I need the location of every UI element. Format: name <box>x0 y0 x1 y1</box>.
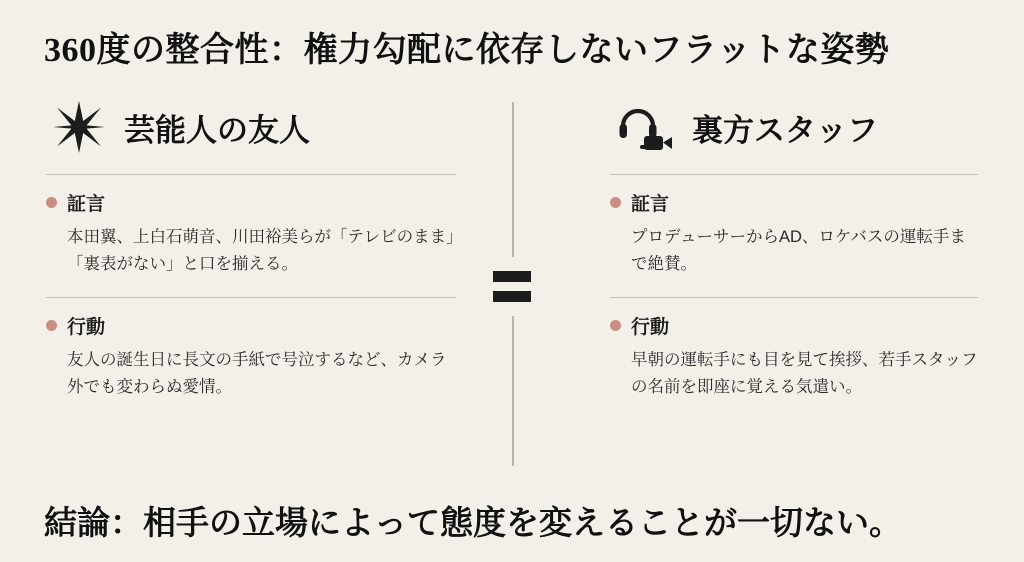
entry-right-testimony-label: 証言 <box>631 194 670 215</box>
entry-left-testimony-head <box>46 189 456 216</box>
column-celebrity-friends <box>40 96 480 476</box>
equals-sign-icon <box>489 257 535 316</box>
column-header-left <box>40 96 462 158</box>
bullet-dot-icon <box>610 320 621 331</box>
entry-right-action-text: 早朝の運転手にも目を見て挨拶、若手スタッフの名前を即座に覚える気遣い。 <box>631 351 978 397</box>
column-divider <box>480 96 544 476</box>
column-backstage-staff <box>544 96 984 476</box>
column-title-left: 芸能人の友人 <box>124 112 310 148</box>
conclusion-text: 結論：相手の立場によって態度を変えることが一切ない。 <box>44 506 902 542</box>
headset-camera-icon <box>616 100 674 154</box>
entry-right-action <box>604 298 984 404</box>
entry-left-action <box>40 298 462 404</box>
page-title: 360度の整合性：権力勾配に依存しないフラットな姿勢 <box>44 32 890 69</box>
entry-left-action-label: 行動 <box>67 317 106 339</box>
entry-left-testimony <box>40 175 462 281</box>
entry-left-testimony-label: 証言 <box>67 194 106 215</box>
bullet-dot-icon <box>46 320 57 331</box>
entry-left-action-head <box>46 312 456 339</box>
entry-right-action-head <box>610 312 978 339</box>
entry-right-testimony-text: プロデューサーからAD、ロケバスの運転手まで絶賛。 <box>631 228 966 273</box>
bullet-dot-icon <box>46 197 57 208</box>
entry-left-testimony-text: 本田翼、上白石萌音、川田裕美らが「テレビのまま」「裏表がない」と口を揃える。 <box>67 228 455 273</box>
entry-right-testimony-head <box>610 189 978 216</box>
comparison-columns <box>40 96 984 476</box>
entry-left-action-text: 友人の誕生日に長文の手紙で号泣するなど、カメラ外でも変わらぬ愛情。 <box>67 351 447 397</box>
entry-right-testimony <box>604 175 984 281</box>
column-header-right <box>604 96 984 158</box>
column-title-right: 裏方スタッフ <box>692 112 878 148</box>
entry-right-action-label: 行動 <box>631 317 670 339</box>
bullet-dot-icon <box>610 197 621 208</box>
sparkle-star-icon <box>52 100 106 154</box>
